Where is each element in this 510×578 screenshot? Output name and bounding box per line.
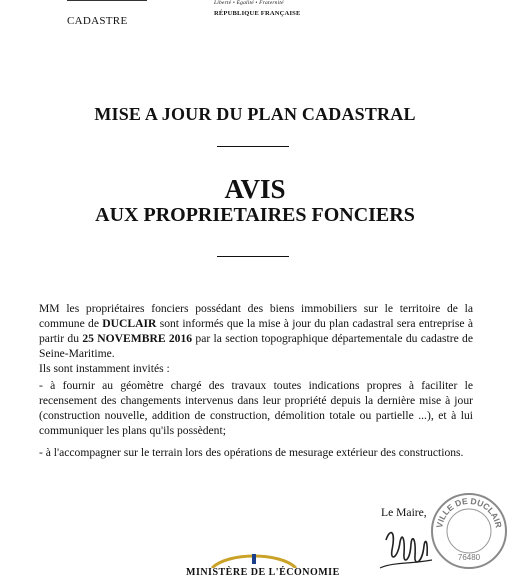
town-stamp	[428, 490, 510, 572]
instruction-item-2: - à l'accompagner sur le terrain lors des opérations de mesurage extérieur des constructions.	[39, 446, 464, 459]
stamp-postcode: 76480	[457, 553, 481, 562]
svg-text:VILLE DE DUCLAIR	[434, 496, 504, 529]
stamp-text-top: VILLE DE DUCLAIR	[434, 495, 504, 529]
notice-title: AVIS	[224, 174, 286, 204]
start-date: 25 NOVEMBRE 2016	[82, 332, 193, 345]
intro-paragraph: MM les propriétaires fonciers possédant des biens immobiliers sur le territoire de la commune de DUCLAIR sont informés que la mise à jour du plan cadastral sera entreprise à partir du 25 NOVEMBRE 2016 par la section topographique départementale du cadastre de Seine-Maritime.	[39, 302, 473, 360]
ministry-name: MINISTÈRE DE L'ÉCONOMIE	[186, 567, 340, 578]
title-divider	[217, 256, 289, 257]
header-rule	[67, 0, 147, 1]
invitation-line: Ils sont instamment invités :	[39, 362, 170, 375]
instruction-item-1: - à fournir au géomètre chargé des travaux toutes indications propres à faciliter le recensement des changements intervenus dans leur propriété depuis la dernière mise à jour (construction nouvelle, addition de construction, démolition totale ou partielle ...), et à lui communiquer les plans qu'ils possèdent;	[39, 379, 473, 437]
notice-subtitle: AUX PROPRIETAIRES FONCIERS	[95, 204, 415, 226]
commune-name: DUCLAIR	[102, 317, 157, 330]
mayor-title: Le Maire,	[381, 506, 427, 519]
service-name: CADASTRE	[67, 15, 128, 27]
heading-divider	[217, 146, 289, 147]
document-heading: MISE A JOUR DU PLAN CADASTRAL	[94, 104, 416, 124]
ministry-emblem-icon	[208, 548, 300, 568]
republic-name: RÉPUBLIQUE FRANÇAISE	[214, 10, 301, 17]
republic-motto: Liberté • Égalité • Fraternité	[214, 0, 284, 6]
